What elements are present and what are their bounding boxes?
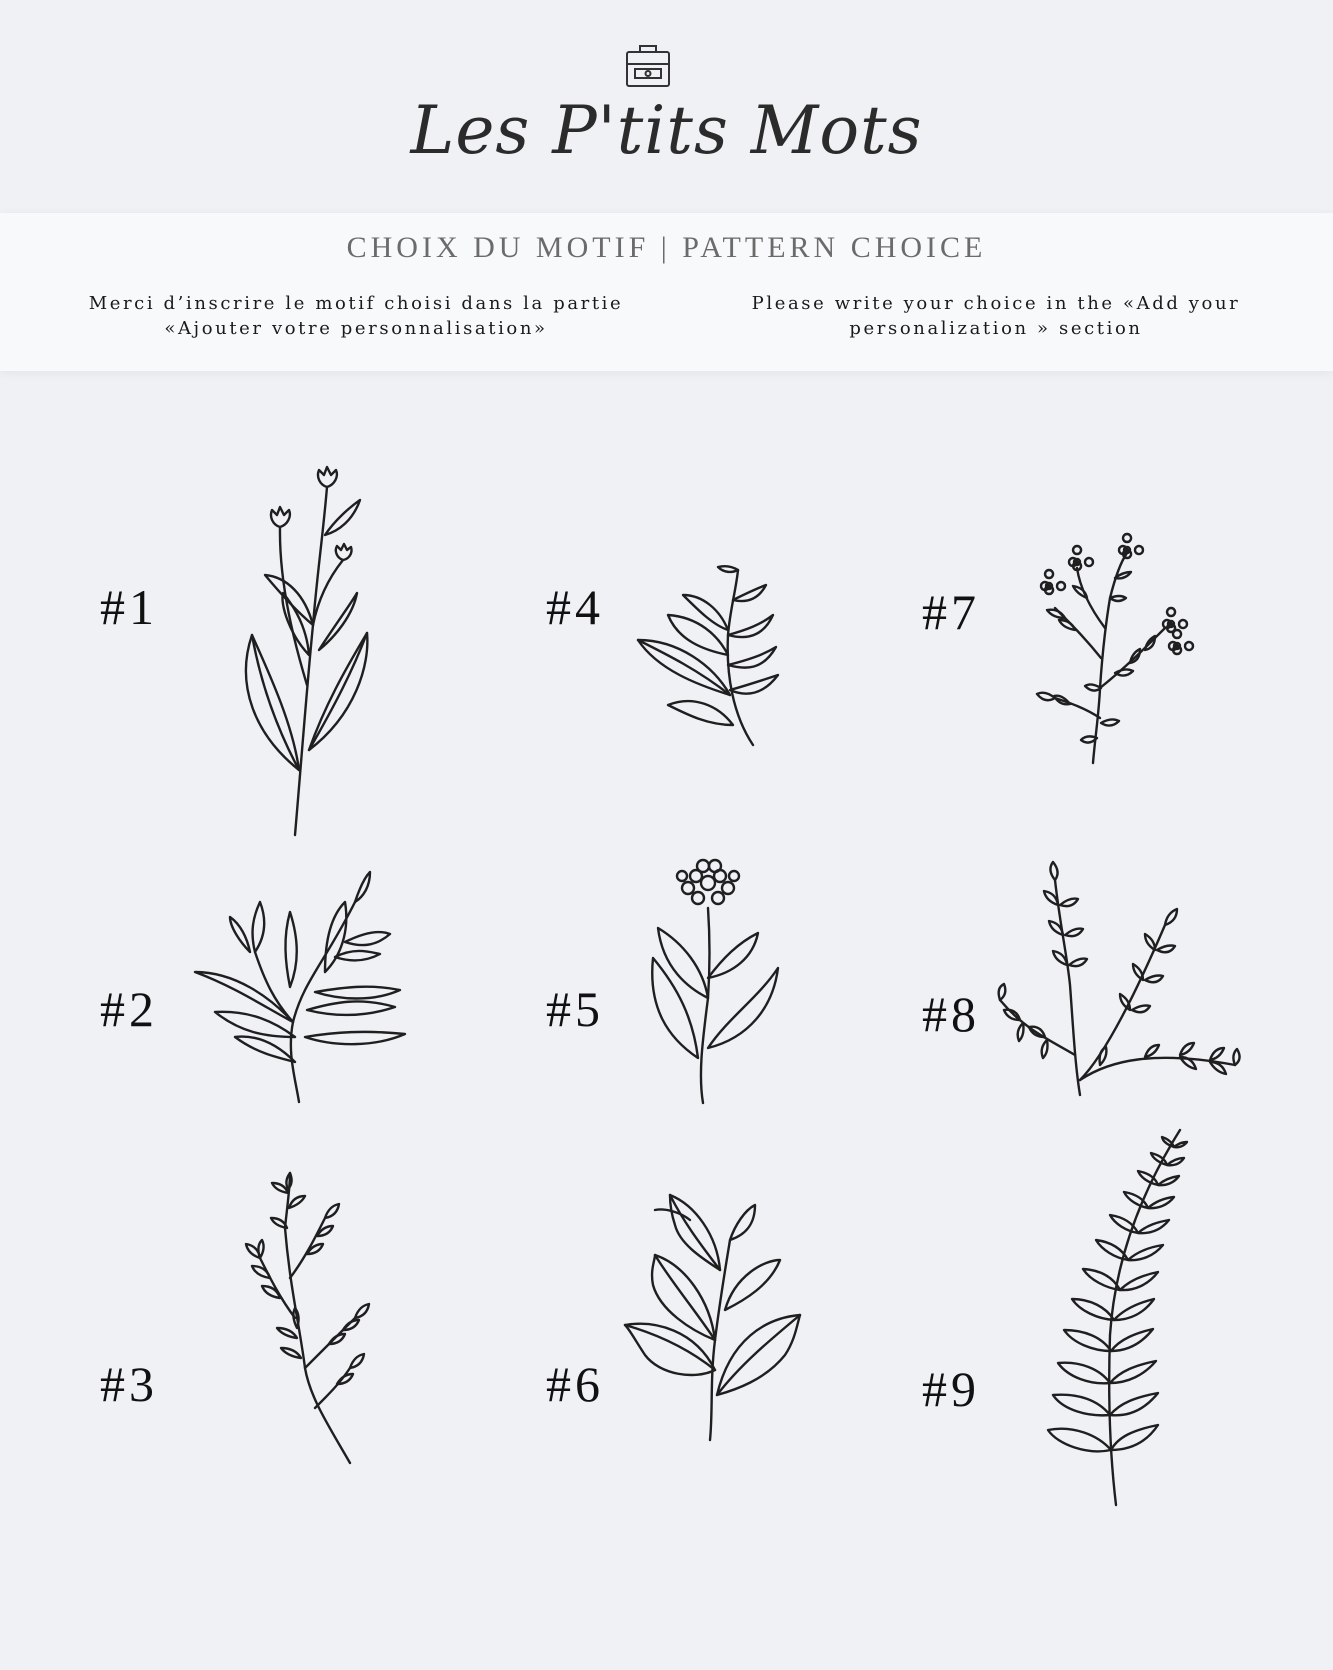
leaf-twig-icon bbox=[638, 555, 788, 750]
pattern-label-4: #4 bbox=[546, 579, 604, 635]
pattern-label-1: #1 bbox=[100, 579, 158, 635]
leafy-branch-icon bbox=[195, 862, 415, 1107]
pattern-label-5: #5 bbox=[546, 981, 604, 1037]
pattern-label-6: #6 bbox=[546, 1356, 604, 1412]
suitcase-stamp-icon bbox=[622, 40, 674, 90]
page-header bbox=[0, 0, 1333, 205]
fern-frond-icon bbox=[1048, 1125, 1188, 1510]
wildflower-stem-icon bbox=[235, 465, 375, 840]
pattern-label-8: #8 bbox=[922, 986, 980, 1042]
note-english-line2: personalization » section bbox=[849, 318, 1143, 339]
pattern-label-3: #3 bbox=[100, 1356, 158, 1412]
note-french-line1: Merci d’inscrire le motif choisi dans la partie bbox=[88, 293, 624, 314]
olive-branch-icon bbox=[995, 865, 1240, 1100]
note-french-line2: «Ajouter votre personnalisation» bbox=[164, 318, 548, 339]
banner-title: CHOIX DU MOTIF | PATTERN CHOICE bbox=[346, 231, 987, 264]
note-english-line1: Please write your choice in the «Add your bbox=[751, 293, 1241, 314]
brand-title: Les P'tits Mots bbox=[410, 92, 923, 169]
note-french bbox=[76, 291, 636, 341]
pattern-label-2: #2 bbox=[100, 981, 158, 1037]
small-flower-sprig-icon bbox=[1035, 538, 1195, 768]
note-english bbox=[716, 291, 1276, 341]
herb-sprig-icon bbox=[235, 1168, 375, 1468]
pattern-label-7: #7 bbox=[922, 584, 980, 640]
instruction-banner bbox=[0, 213, 1333, 371]
pattern-label-9: #9 bbox=[922, 1361, 980, 1417]
round-leaf-branch-icon bbox=[625, 1190, 805, 1445]
hydrangea-flower-icon bbox=[648, 858, 783, 1108]
